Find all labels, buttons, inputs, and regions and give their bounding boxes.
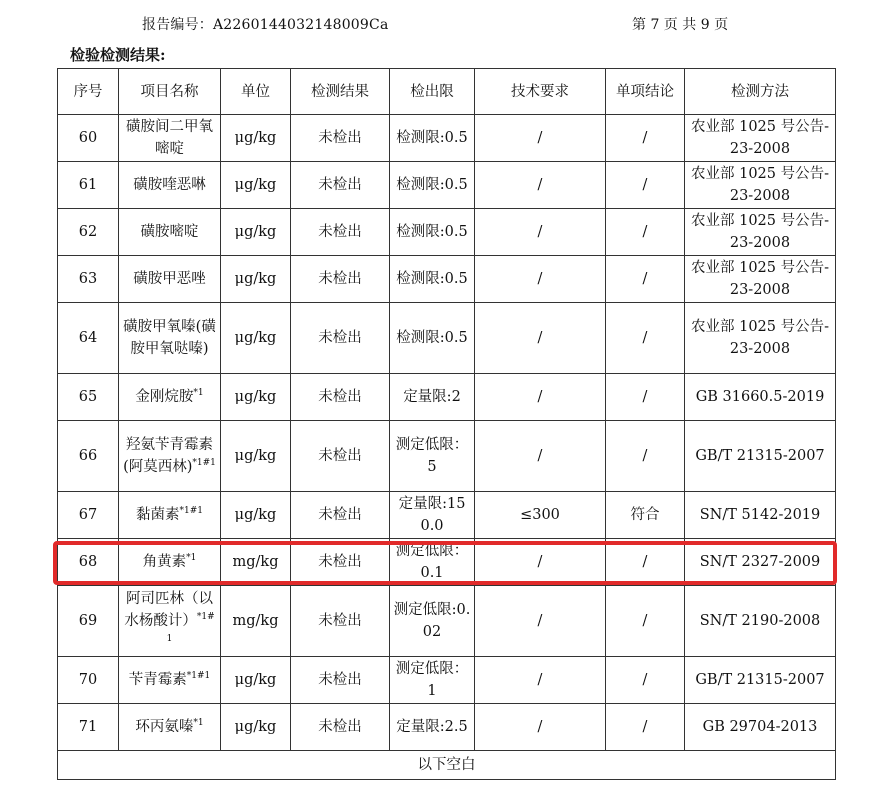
cell-result [291, 657, 390, 704]
cell-limit [390, 374, 475, 421]
cell-conclusion-text: / [642, 672, 648, 688]
cell-unit-text: μg/kg [234, 672, 277, 688]
cell-unit [221, 115, 291, 162]
cell-requirement-text: / [537, 224, 543, 240]
cell-conclusion [606, 209, 685, 256]
cell-method [685, 704, 836, 751]
cell-result-text: 未检出 [318, 177, 362, 193]
cell-name [119, 657, 221, 704]
cell-no-text: 68 [78, 554, 98, 570]
cell-name [119, 492, 221, 539]
cell-result [291, 374, 390, 421]
table-header-row [58, 69, 836, 115]
cell-limit-text: 检测限:0.5 [396, 271, 468, 287]
cell-result [291, 492, 390, 539]
table-body [58, 115, 836, 751]
cell-conclusion-text: / [642, 330, 648, 346]
cell-method-text: 农业部 1025 号公告-23-2008 [690, 166, 830, 204]
cell-requirement [475, 115, 606, 162]
cell-requirement-text: ≤300 [520, 507, 560, 523]
table-row [58, 586, 836, 657]
cell-result [291, 303, 390, 374]
cell-unit [221, 209, 291, 256]
cell-result-text: 未检出 [318, 672, 362, 688]
cell-no-text: 70 [78, 672, 98, 688]
cell-unit [221, 374, 291, 421]
cell-conclusion [606, 586, 685, 657]
cell-conclusion-text: / [642, 389, 648, 405]
cell-no-text: 63 [78, 271, 98, 287]
table-row [58, 162, 836, 209]
cell-name-text: 磺胺间二甲氧嘧啶 [126, 119, 213, 157]
cell-requirement [475, 586, 606, 657]
table-row [58, 374, 836, 421]
cell-requirement-text: / [537, 672, 543, 688]
cell-unit [221, 492, 291, 539]
cell-conclusion [606, 539, 685, 586]
cell-method-text: 农业部 1025 号公告-23-2008 [690, 319, 830, 357]
cell-conclusion [606, 704, 685, 751]
cell-requirement [475, 704, 606, 751]
table-row [58, 115, 836, 162]
cell-result-text: 未检出 [318, 389, 362, 405]
cell-requirement [475, 539, 606, 586]
cell-limit [390, 421, 475, 492]
cell-name-text: 磺胺嘧啶 [140, 224, 199, 240]
cell-name [119, 539, 221, 586]
cell-unit-text: μg/kg [234, 719, 277, 735]
cell-conclusion [606, 162, 685, 209]
cell-method-text: GB 31660.5-2019 [695, 389, 825, 405]
cell-result [291, 539, 390, 586]
cell-no-text: 65 [78, 389, 98, 405]
cell-limit-text: 检测限:0.5 [396, 224, 468, 240]
footnote-mark: *1 [193, 388, 204, 399]
cell-no [58, 657, 119, 704]
cell-no-text: 66 [78, 448, 98, 464]
cell-conclusion-text: / [642, 719, 648, 735]
cell-requirement [475, 209, 606, 256]
cell-requirement-text: / [537, 130, 543, 146]
table-row [58, 209, 836, 256]
cell-requirement [475, 421, 606, 492]
cell-unit-text: μg/kg [234, 507, 277, 523]
cell-limit-text: 定量限:2.5 [396, 719, 468, 735]
cell-unit-text: μg/kg [234, 330, 277, 346]
cell-name-text: 磺胺喹恶啉 [133, 177, 206, 193]
cell-unit [221, 657, 291, 704]
cell-unit-text: μg/kg [234, 271, 277, 287]
cell-unit [221, 421, 291, 492]
cell-name-text: 苄青霉素 [128, 672, 187, 688]
cell-conclusion [606, 374, 685, 421]
cell-requirement [475, 492, 606, 539]
cell-requirement-text: / [537, 271, 543, 287]
report-number: 报告编号：A2260144032148009Ca [142, 17, 389, 33]
cell-limit-text: 测定低限：0.1 [395, 543, 469, 581]
cell-no-text: 71 [78, 719, 98, 735]
cell-result-text: 未检出 [318, 330, 362, 346]
cell-unit [221, 303, 291, 374]
cell-no [58, 209, 119, 256]
cell-name-text: 磺胺甲恶唑 [133, 271, 206, 287]
cell-method-text: SN/T 2190-2008 [699, 613, 821, 629]
cell-result [291, 586, 390, 657]
col-header-limit: 检出限 [390, 69, 475, 115]
cell-limit [390, 162, 475, 209]
cell-conclusion [606, 115, 685, 162]
cell-result-text: 未检出 [318, 613, 362, 629]
cell-name [119, 421, 221, 492]
cell-name-text: 磺胺甲氧嗪(磺胺甲氧哒嗪) [123, 319, 216, 357]
cell-conclusion [606, 492, 685, 539]
cell-method [685, 162, 836, 209]
cell-name [119, 704, 221, 751]
cell-conclusion-text: / [642, 613, 648, 629]
cell-no [58, 374, 119, 421]
cell-method-text: GB/T 21315-2007 [695, 672, 825, 688]
cell-method [685, 492, 836, 539]
cell-method-text: GB 29704-2013 [702, 719, 818, 735]
cell-method-text: GB/T 21315-2007 [695, 448, 825, 464]
cell-name-text: 阿司匹林（以水杨酸计） [124, 591, 213, 629]
cell-unit-text: mg/kg [232, 613, 279, 629]
cell-name-text: 环丙氨嗪 [135, 719, 194, 735]
cell-conclusion-text: / [642, 554, 648, 570]
cell-method [685, 421, 836, 492]
cell-result-text: 未检出 [318, 554, 362, 570]
cell-limit [390, 209, 475, 256]
cell-result-text: 未检出 [318, 448, 362, 464]
cell-limit-text: 定量限:150.0 [398, 496, 466, 534]
cell-limit [390, 657, 475, 704]
cell-requirement-text: / [537, 448, 543, 464]
cell-name [119, 115, 221, 162]
cell-result [291, 421, 390, 492]
cell-unit-text: μg/kg [234, 130, 277, 146]
cell-no [58, 303, 119, 374]
cell-name [119, 303, 221, 374]
cell-conclusion-text: / [642, 224, 648, 240]
cell-no [58, 162, 119, 209]
cell-method [685, 303, 836, 374]
cell-no-text: 60 [78, 130, 98, 146]
section-title: 检验检测结果: [70, 46, 166, 64]
footnote-mark: *1 [186, 553, 197, 564]
cell-no [58, 115, 119, 162]
cell-conclusion [606, 421, 685, 492]
cell-limit-text: 检测限:0.5 [396, 130, 468, 146]
footnote-mark: *1#1 [166, 612, 215, 645]
footnote-mark: *1 [193, 718, 204, 729]
col-header-method: 检测方法 [685, 69, 836, 115]
cell-result-text: 未检出 [318, 271, 362, 287]
table-row [58, 256, 836, 303]
cell-method [685, 586, 836, 657]
cell-no [58, 492, 119, 539]
cell-requirement-text: / [537, 177, 543, 193]
cell-result [291, 704, 390, 751]
cell-result-text: 未检出 [318, 507, 362, 523]
cell-method [685, 115, 836, 162]
cell-unit-text: μg/kg [234, 448, 277, 464]
cell-no [58, 586, 119, 657]
cell-method-text: 农业部 1025 号公告-23-2008 [690, 119, 830, 157]
cell-limit-text: 测定低限：1 [395, 661, 469, 699]
page-info: 第 7 页 共 9 页 [632, 17, 729, 33]
blank-below-note: 以下空白 [58, 751, 836, 780]
cell-name [119, 256, 221, 303]
results-table [57, 68, 836, 780]
cell-unit [221, 162, 291, 209]
cell-no [58, 704, 119, 751]
cell-result [291, 209, 390, 256]
col-header-unit: 单位 [221, 69, 291, 115]
cell-name-text: 黏菌素 [136, 507, 180, 523]
cell-limit [390, 539, 475, 586]
cell-unit-text: mg/kg [232, 554, 279, 570]
cell-method [685, 209, 836, 256]
col-header-name: 项目名称 [119, 69, 221, 115]
cell-conclusion [606, 256, 685, 303]
cell-method [685, 539, 836, 586]
table-row [58, 704, 836, 751]
cell-result-text: 未检出 [318, 130, 362, 146]
cell-no-text: 64 [78, 330, 98, 346]
cell-result [291, 162, 390, 209]
cell-requirement-text: / [537, 554, 543, 570]
cell-limit-text: 检测限:0.5 [396, 330, 468, 346]
cell-conclusion [606, 303, 685, 374]
table-row [58, 657, 836, 704]
cell-method-text: 农业部 1025 号公告-23-2008 [690, 213, 830, 251]
cell-name [119, 209, 221, 256]
table-row [58, 539, 836, 586]
cell-method-text: SN/T 5142-2019 [699, 507, 821, 523]
cell-unit-text: μg/kg [234, 224, 277, 240]
cell-limit-text: 定量限:2 [403, 389, 461, 405]
cell-no [58, 539, 119, 586]
cell-no [58, 256, 119, 303]
cell-no [58, 421, 119, 492]
cell-name-text: 金刚烷胺 [135, 389, 194, 405]
cell-no-text: 61 [78, 177, 98, 193]
stamp-mark [876, 390, 892, 540]
cell-method-text: 农业部 1025 号公告-23-2008 [690, 260, 830, 298]
col-header-no: 序号 [58, 69, 119, 115]
cell-unit [221, 539, 291, 586]
cell-no-text: 67 [78, 507, 98, 523]
cell-requirement [475, 162, 606, 209]
cell-unit [221, 256, 291, 303]
footnote-mark: *1#1 [179, 506, 203, 517]
cell-no-text: 69 [78, 613, 98, 629]
cell-unit [221, 586, 291, 657]
cell-limit [390, 492, 475, 539]
cell-method [685, 256, 836, 303]
cell-conclusion-text: / [642, 130, 648, 146]
cell-method-text: SN/T 2327-2009 [699, 554, 821, 570]
cell-requirement [475, 303, 606, 374]
cell-limit-text: 检测限:0.5 [396, 177, 468, 193]
cell-limit-text: 测定低限：5 [395, 437, 469, 475]
cell-requirement [475, 657, 606, 704]
cell-result [291, 256, 390, 303]
table-row [58, 492, 836, 539]
cell-method [685, 657, 836, 704]
cell-requirement-text: / [537, 330, 543, 346]
cell-unit-text: μg/kg [234, 389, 277, 405]
cell-limit-text: 测定低限:0.02 [393, 602, 471, 640]
cell-requirement [475, 256, 606, 303]
cell-no-text: 62 [78, 224, 98, 240]
cell-conclusion-text: 符合 [630, 507, 660, 523]
cell-name [119, 162, 221, 209]
cell-limit [390, 256, 475, 303]
cell-requirement [475, 374, 606, 421]
cell-method [685, 374, 836, 421]
cell-unit-text: μg/kg [234, 177, 277, 193]
col-header-result: 检测结果 [291, 69, 390, 115]
cell-name-text: 角黄素 [142, 554, 187, 570]
table-row [58, 421, 836, 492]
cell-result [291, 115, 390, 162]
cell-limit [390, 115, 475, 162]
table-row [58, 303, 836, 374]
cell-limit [390, 303, 475, 374]
cell-result-text: 未检出 [318, 719, 362, 735]
cell-requirement-text: / [537, 719, 543, 735]
cell-conclusion-text: / [642, 448, 648, 464]
footnote-mark: *1#1 [192, 458, 216, 469]
cell-conclusion-text: / [642, 177, 648, 193]
col-header-requirement: 技术要求 [475, 69, 606, 115]
cell-name [119, 586, 221, 657]
footnote-mark: *1#1 [186, 671, 211, 682]
cell-conclusion [606, 657, 685, 704]
table-footer-row [58, 751, 836, 780]
cell-conclusion-text: / [642, 271, 648, 287]
col-header-conclusion: 单项结论 [606, 69, 685, 115]
cell-limit [390, 586, 475, 657]
cell-name-text: 羟氨苄青霉素(阿莫西林) [123, 437, 213, 475]
cell-result-text: 未检出 [318, 224, 362, 240]
cell-name [119, 374, 221, 421]
cell-requirement-text: / [537, 613, 543, 629]
cell-unit [221, 704, 291, 751]
cell-limit [390, 704, 475, 751]
cell-requirement-text: / [537, 389, 543, 405]
